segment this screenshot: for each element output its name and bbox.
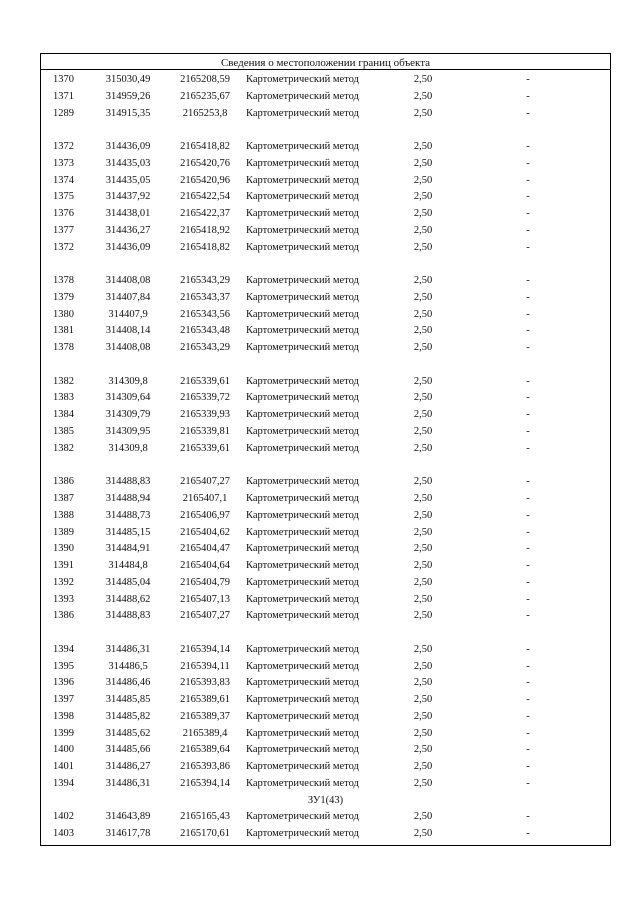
- y-coordinate: 2165394,14: [180, 777, 230, 789]
- point-number: 1399: [53, 727, 74, 739]
- y-coordinate: 2165165,43: [180, 811, 230, 823]
- x-coordinate: 314486,46: [105, 677, 151, 689]
- table-row: [41, 72, 610, 88]
- method: Картометрический метод: [246, 593, 359, 605]
- description: -: [526, 308, 530, 320]
- accuracy: 2,50: [413, 777, 433, 789]
- method: Картометрический метод: [246, 409, 359, 421]
- y-coordinate: 2165418,82: [180, 141, 230, 152]
- description: -: [526, 191, 530, 203]
- section-label-row: [41, 793, 610, 809]
- x-coordinate: 314309,79: [105, 409, 151, 421]
- table-row: [41, 508, 610, 524]
- point-number: 1392: [53, 576, 74, 588]
- x-coordinate: 314408,08: [105, 342, 151, 354]
- accuracy: 2,50: [413, 643, 433, 655]
- method: Картометрический метод: [246, 141, 359, 152]
- accuracy: 2,50: [413, 560, 433, 571]
- y-coordinate: 2165339,93: [180, 409, 230, 421]
- accuracy: 2,50: [413, 74, 433, 85]
- y-coordinate: 2165343,48: [180, 325, 230, 337]
- y-coordinate: 2165339,61: [180, 442, 230, 454]
- y-coordinate: 2165418,92: [180, 224, 230, 236]
- description: -: [526, 710, 530, 722]
- accuracy: 2,50: [413, 811, 433, 823]
- x-coordinate: 314309,8: [108, 442, 148, 454]
- description: -: [526, 409, 530, 421]
- y-coordinate: 2165407,1: [182, 493, 228, 504]
- x-coordinate: 314408,14: [105, 325, 151, 337]
- method: Картометрический метод: [246, 610, 359, 622]
- method: Картометрический метод: [246, 308, 359, 320]
- accuracy: 2,50: [413, 442, 433, 454]
- table-row: [41, 742, 610, 758]
- point-number: 1403: [53, 828, 74, 840]
- point-number: 1371: [53, 90, 74, 102]
- method: Картометрический метод: [246, 811, 359, 823]
- x-coordinate: 314643,89: [105, 811, 151, 823]
- description: -: [526, 828, 530, 840]
- method: Картометрический метод: [246, 694, 359, 706]
- x-coordinate: 314309,64: [105, 392, 151, 404]
- table-row: [41, 390, 610, 406]
- y-coordinate: 2165343,37: [180, 291, 230, 303]
- description: -: [526, 493, 530, 504]
- description: -: [526, 275, 530, 287]
- y-coordinate: 2165393,86: [180, 761, 230, 773]
- method: Картометрический метод: [246, 241, 359, 253]
- accuracy: 2,50: [413, 157, 433, 169]
- accuracy: 2,50: [413, 174, 433, 186]
- y-coordinate: 2165235,67: [180, 90, 230, 102]
- point-number: 1378: [53, 275, 74, 287]
- accuracy: 2,50: [413, 660, 433, 672]
- x-coordinate: 314915,35: [105, 107, 151, 119]
- method: Картометрический метод: [246, 157, 359, 169]
- point-number: 1382: [53, 375, 74, 387]
- x-coordinate: 314407,84: [105, 291, 151, 303]
- y-coordinate: 2165389,37: [180, 710, 230, 722]
- accuracy: 2,50: [413, 426, 433, 437]
- method: Картометрический метод: [246, 174, 359, 186]
- x-coordinate: 314485,15: [105, 526, 151, 538]
- description: -: [526, 208, 530, 220]
- accuracy: 2,50: [413, 241, 433, 253]
- group-spacer: [41, 625, 610, 641]
- table-row: [41, 642, 610, 658]
- y-coordinate: 2165407,13: [180, 593, 230, 605]
- table-row: [41, 290, 610, 306]
- x-coordinate: 314959,26: [105, 90, 151, 102]
- y-coordinate: 2165389,64: [180, 744, 230, 756]
- description: -: [526, 560, 530, 571]
- point-number: 1378: [53, 342, 74, 354]
- description: -: [526, 811, 530, 823]
- method: Картометрический метод: [246, 291, 359, 303]
- table-row: [41, 206, 610, 222]
- accuracy: 2,50: [413, 593, 433, 605]
- point-number: 1394: [53, 643, 74, 655]
- accuracy: 2,50: [413, 107, 433, 119]
- point-number: 1380: [53, 308, 74, 320]
- x-coordinate: 314408,08: [105, 275, 151, 287]
- table-row: [41, 407, 610, 423]
- y-coordinate: 2165394,11: [180, 660, 230, 672]
- accuracy: 2,50: [413, 90, 433, 102]
- table-row: [41, 441, 610, 457]
- point-number: 1376: [53, 208, 74, 220]
- method: Картометрический метод: [246, 325, 359, 337]
- point-number: 1391: [53, 560, 74, 571]
- point-number: 1397: [53, 694, 74, 706]
- x-coordinate: 314437,92: [105, 191, 151, 203]
- method: Картометрический метод: [246, 660, 359, 672]
- description: -: [526, 157, 530, 169]
- point-number: 1372: [53, 241, 74, 253]
- point-number: 1379: [53, 291, 74, 303]
- accuracy: 2,50: [413, 727, 433, 739]
- table-row: [41, 592, 610, 608]
- y-coordinate: 2165420,76: [180, 157, 230, 169]
- point-number: 1383: [53, 392, 74, 404]
- method: Картометрический метод: [246, 727, 359, 739]
- accuracy: 2,50: [413, 509, 433, 521]
- table-body: [41, 54, 610, 845]
- boundary-table: [40, 53, 611, 846]
- y-coordinate: 2165420,96: [180, 174, 230, 186]
- point-number: 1384: [53, 409, 74, 421]
- y-coordinate: 2165422,37: [180, 208, 230, 220]
- y-coordinate: 2165339,81: [180, 426, 230, 437]
- y-coordinate: 2165393,83: [180, 677, 230, 689]
- y-coordinate: 2165404,47: [180, 543, 230, 555]
- x-coordinate: 314436,27: [105, 224, 151, 236]
- y-coordinate: 2165407,27: [180, 610, 230, 622]
- point-number: 1386: [53, 610, 74, 622]
- y-coordinate: 2165407,27: [180, 476, 230, 488]
- accuracy: 2,50: [413, 342, 433, 354]
- x-coordinate: 314486,27: [105, 761, 151, 773]
- table-row: [41, 692, 610, 708]
- description: -: [526, 74, 530, 85]
- group-spacer: [41, 357, 610, 373]
- point-number: 1387: [53, 493, 74, 504]
- y-coordinate: 2165253,8: [182, 107, 228, 119]
- method: Картометрический метод: [246, 392, 359, 404]
- x-coordinate: 314486,5: [108, 660, 148, 672]
- x-coordinate: 314436,09: [105, 241, 151, 253]
- description: -: [526, 141, 530, 152]
- description: -: [526, 744, 530, 756]
- section-label: ЗУ1(43): [307, 794, 344, 806]
- description: -: [526, 777, 530, 789]
- description: -: [526, 610, 530, 622]
- table-row: [41, 525, 610, 541]
- point-number: 1393: [53, 593, 74, 605]
- description: -: [526, 761, 530, 773]
- method: Картометрический метод: [246, 476, 359, 488]
- group-spacer: [41, 256, 610, 272]
- x-coordinate: 314486,31: [105, 777, 151, 789]
- method: Картометрический метод: [246, 710, 359, 722]
- method: Картометрический метод: [246, 526, 359, 538]
- method: Картометрический метод: [246, 576, 359, 588]
- method: Картометрический метод: [246, 761, 359, 773]
- accuracy: 2,50: [413, 392, 433, 404]
- accuracy: 2,50: [413, 375, 433, 387]
- accuracy: 2,50: [413, 325, 433, 337]
- description: -: [526, 543, 530, 555]
- table-row: [41, 826, 610, 842]
- table-row: [41, 726, 610, 742]
- group-spacer: [41, 122, 610, 138]
- x-coordinate: 314436,09: [105, 141, 151, 152]
- x-coordinate: 314309,8: [108, 375, 148, 387]
- table-row: [41, 340, 610, 356]
- point-number: 1388: [53, 509, 74, 521]
- y-coordinate: 2165394,14: [180, 643, 230, 655]
- table-row: [41, 474, 610, 490]
- description: -: [526, 442, 530, 454]
- point-number: 1289: [53, 107, 74, 119]
- accuracy: 2,50: [413, 744, 433, 756]
- point-number: 1398: [53, 710, 74, 722]
- point-number: 1373: [53, 157, 74, 169]
- accuracy: 2,50: [413, 610, 433, 622]
- table-row: [41, 491, 610, 507]
- y-coordinate: 2165343,29: [180, 342, 230, 354]
- description: -: [526, 291, 530, 303]
- table-row: [41, 558, 610, 574]
- point-number: 1375: [53, 191, 74, 203]
- x-coordinate: 314486,31: [105, 643, 151, 655]
- y-coordinate: 2165418,82: [180, 241, 230, 253]
- description: -: [526, 241, 530, 253]
- point-number: 1377: [53, 224, 74, 236]
- description: -: [526, 526, 530, 538]
- method: Картометрический метод: [246, 442, 359, 454]
- x-coordinate: 314485,82: [105, 710, 151, 722]
- x-coordinate: 314485,85: [105, 694, 151, 706]
- description: -: [526, 509, 530, 521]
- y-coordinate: 2165339,61: [180, 375, 230, 387]
- method: Картометрический метод: [246, 643, 359, 655]
- y-coordinate: 2165404,62: [180, 526, 230, 538]
- description: -: [526, 342, 530, 354]
- table-row: [41, 156, 610, 172]
- description: -: [526, 677, 530, 689]
- point-number: 1401: [53, 761, 74, 773]
- accuracy: 2,50: [413, 224, 433, 236]
- description: -: [526, 593, 530, 605]
- table-row: [41, 374, 610, 390]
- point-number: 1385: [53, 426, 74, 437]
- table-row: [41, 541, 610, 557]
- accuracy: 2,50: [413, 275, 433, 287]
- method: Картометрический метод: [246, 208, 359, 220]
- group-spacer: [41, 458, 610, 474]
- accuracy: 2,50: [413, 828, 433, 840]
- table-row: [41, 776, 610, 792]
- y-coordinate: 2165343,56: [180, 308, 230, 320]
- description: -: [526, 107, 530, 119]
- x-coordinate: 314485,66: [105, 744, 151, 756]
- x-coordinate: 314488,83: [105, 476, 151, 488]
- x-coordinate: 314485,62: [105, 727, 151, 739]
- y-coordinate: 2165406,97: [180, 509, 230, 521]
- y-coordinate: 2165343,29: [180, 275, 230, 287]
- accuracy: 2,50: [413, 208, 433, 220]
- method: Картометрический метод: [246, 560, 359, 571]
- method: Картометрический метод: [246, 744, 359, 756]
- x-coordinate: 314309,95: [105, 426, 151, 437]
- table-row: [41, 675, 610, 691]
- method: Картометрический метод: [246, 375, 359, 387]
- x-coordinate: 314488,62: [105, 593, 151, 605]
- table-row: [41, 223, 610, 239]
- table-row: [41, 173, 610, 189]
- x-coordinate: 314488,73: [105, 509, 151, 521]
- y-coordinate: 2165422,54: [180, 191, 230, 203]
- table-row: [41, 273, 610, 289]
- x-coordinate: 314435,03: [105, 157, 151, 169]
- method: Картометрический метод: [246, 426, 359, 437]
- point-number: 1394: [53, 777, 74, 789]
- method: Картометрический метод: [246, 677, 359, 689]
- point-number: 1372: [53, 141, 74, 152]
- point-number: 1396: [53, 677, 74, 689]
- point-number: 1400: [53, 744, 74, 756]
- y-coordinate: 2165389,61: [180, 694, 230, 706]
- description: -: [526, 727, 530, 739]
- point-number: 1370: [53, 74, 74, 85]
- y-coordinate: 2165208,59: [180, 74, 230, 85]
- y-coordinate: 2165389,4: [182, 727, 228, 739]
- description: -: [526, 392, 530, 404]
- x-coordinate: 314484,8: [108, 560, 148, 571]
- description: -: [526, 90, 530, 102]
- accuracy: 2,50: [413, 141, 433, 152]
- method: Картометрический метод: [246, 777, 359, 789]
- method: Картометрический метод: [246, 509, 359, 521]
- x-coordinate: 314407,9: [108, 308, 148, 320]
- table-row: [41, 307, 610, 323]
- table-row: [41, 106, 610, 122]
- accuracy: 2,50: [413, 677, 433, 689]
- table-row: [41, 809, 610, 825]
- point-number: 1382: [53, 442, 74, 454]
- accuracy: 2,50: [413, 694, 433, 706]
- description: -: [526, 174, 530, 186]
- description: -: [526, 426, 530, 437]
- table-row: [41, 709, 610, 725]
- table-row: [41, 759, 610, 775]
- method: Картометрический метод: [246, 493, 359, 504]
- table-row: [41, 608, 610, 624]
- accuracy: 2,50: [413, 191, 433, 203]
- y-coordinate: 2165404,79: [180, 576, 230, 588]
- x-coordinate: 314485,04: [105, 576, 151, 588]
- table-title: Сведения о местоположении границ объекта: [220, 57, 431, 69]
- accuracy: 2,50: [413, 493, 433, 504]
- method: Картометрический метод: [246, 90, 359, 102]
- y-coordinate: 2165339,72: [180, 392, 230, 404]
- description: -: [526, 224, 530, 236]
- method: Картометрический метод: [246, 74, 359, 85]
- point-number: 1386: [53, 476, 74, 488]
- x-coordinate: 314438,01: [105, 208, 151, 220]
- description: -: [526, 660, 530, 672]
- point-number: 1381: [53, 325, 74, 337]
- accuracy: 2,50: [413, 710, 433, 722]
- point-number: 1374: [53, 174, 74, 186]
- method: Картометрический метод: [246, 828, 359, 840]
- method: Картометрический метод: [246, 543, 359, 555]
- method: Картометрический метод: [246, 107, 359, 119]
- table-row: [41, 89, 610, 105]
- accuracy: 2,50: [413, 409, 433, 421]
- point-number: 1402: [53, 811, 74, 823]
- y-coordinate: 2165404,64: [180, 560, 230, 571]
- accuracy: 2,50: [413, 526, 433, 538]
- description: -: [526, 694, 530, 706]
- description: -: [526, 325, 530, 337]
- accuracy: 2,50: [413, 576, 433, 588]
- description: -: [526, 375, 530, 387]
- accuracy: 2,50: [413, 761, 433, 773]
- x-coordinate: 315030,49: [105, 74, 151, 85]
- method: Картометрический метод: [246, 224, 359, 236]
- table-row: [41, 323, 610, 339]
- accuracy: 2,50: [413, 291, 433, 303]
- description: -: [526, 643, 530, 655]
- x-coordinate: 314617,78: [105, 828, 151, 840]
- table-row: [41, 575, 610, 591]
- table-row: [41, 139, 610, 155]
- table-row: [41, 659, 610, 675]
- description: -: [526, 476, 530, 488]
- accuracy: 2,50: [413, 476, 433, 488]
- method: Картометрический метод: [246, 191, 359, 203]
- description: -: [526, 576, 530, 588]
- table-row: [41, 240, 610, 256]
- table-row: [41, 189, 610, 205]
- point-number: 1389: [53, 526, 74, 538]
- method: Картометрический метод: [246, 275, 359, 287]
- table-row: [41, 424, 610, 440]
- point-number: 1395: [53, 660, 74, 672]
- x-coordinate: 314435,05: [105, 174, 151, 186]
- method: Картометрический метод: [246, 342, 359, 354]
- x-coordinate: 314488,94: [105, 493, 151, 504]
- x-coordinate: 314488,83: [105, 610, 151, 622]
- accuracy: 2,50: [413, 543, 433, 555]
- accuracy: 2,50: [413, 308, 433, 320]
- x-coordinate: 314484,91: [105, 543, 151, 555]
- point-number: 1390: [53, 543, 74, 555]
- y-coordinate: 2165170,61: [180, 828, 230, 840]
